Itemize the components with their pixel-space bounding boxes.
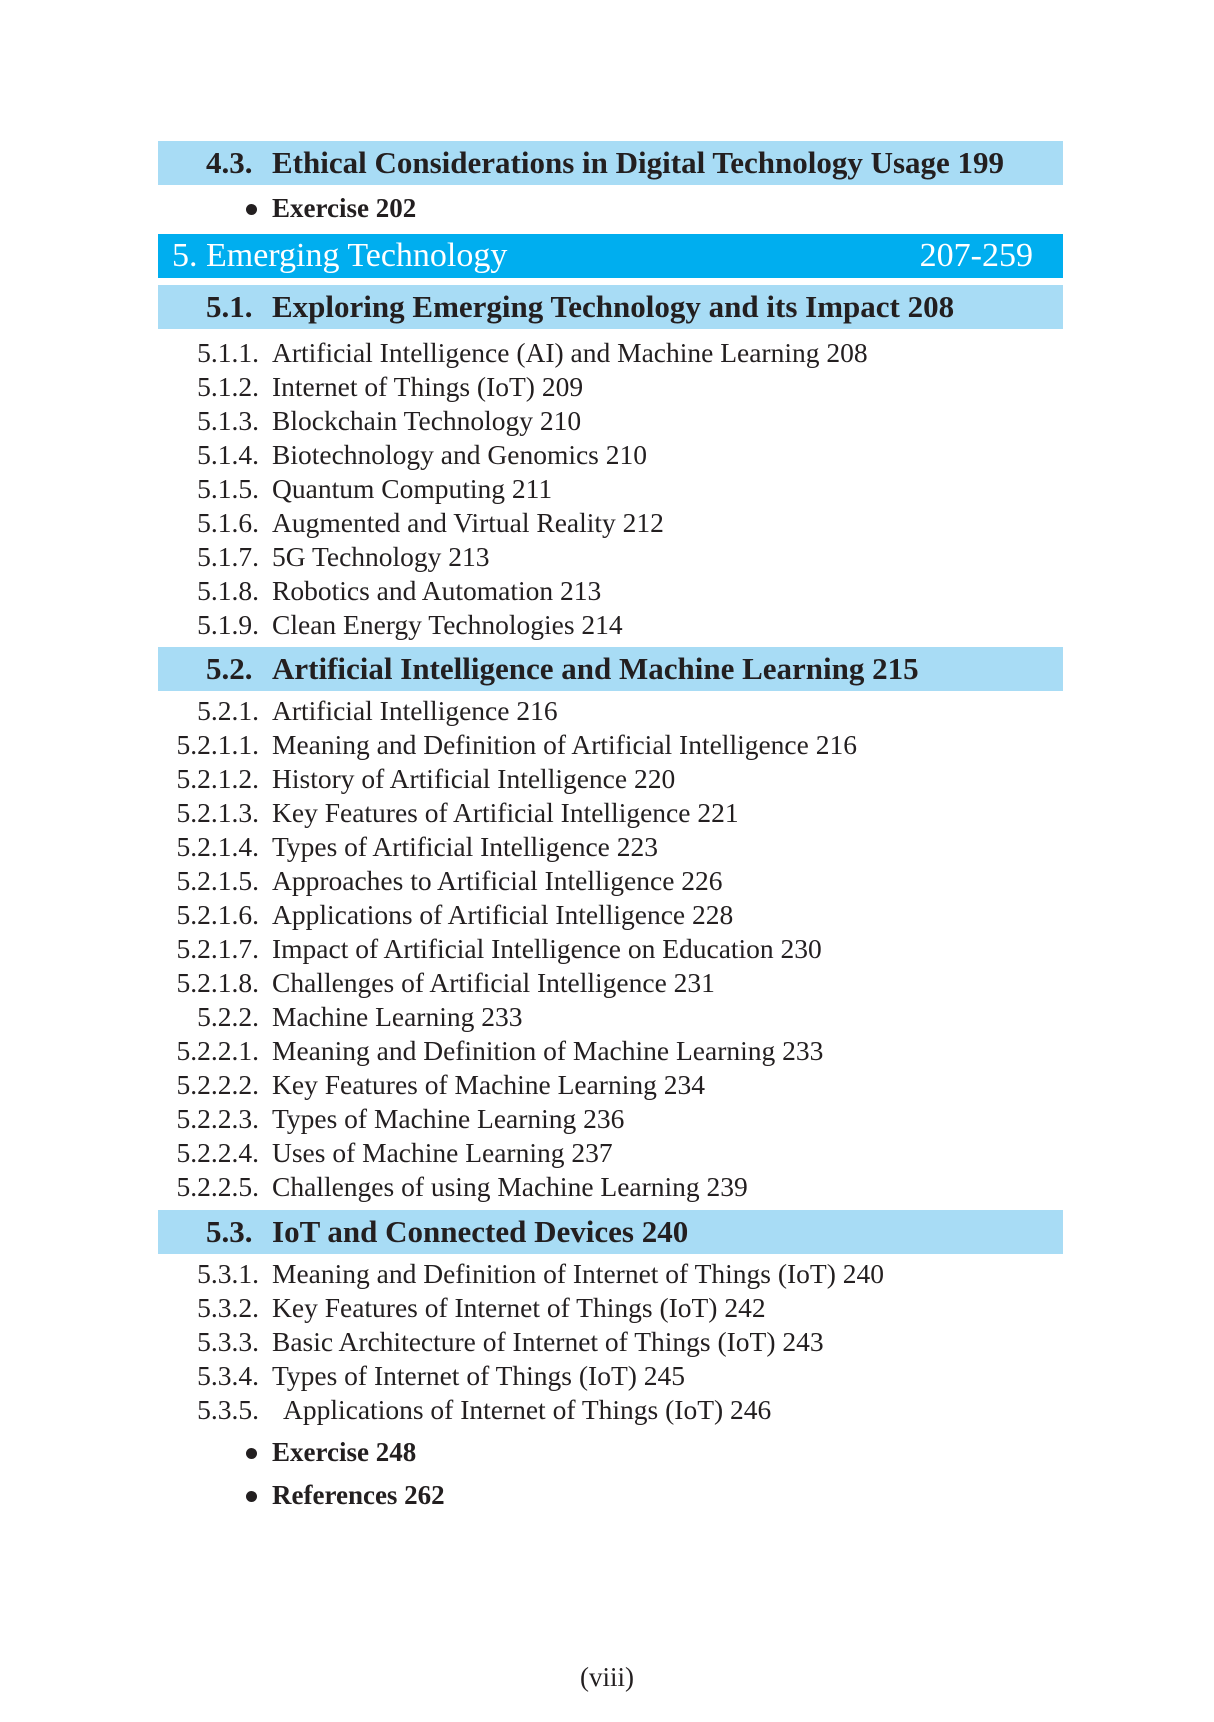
section-number: 4.3. (206, 145, 253, 180)
chapter-page-range: 207-259 (919, 237, 1033, 274)
entry-text: Meaning and Definition of Machine Learning 233 (272, 1035, 824, 1066)
entry-text: Impact of Artificial Intelligence on Education 230 (272, 933, 822, 964)
toc-bullet-references[interactable] (0, 1478, 1214, 1512)
toc-entry[interactable] (0, 506, 1214, 540)
entry-number: 5.1.2. (197, 371, 259, 402)
toc-entry[interactable] (0, 932, 1214, 966)
entry-number: 5.3.2. (197, 1292, 259, 1323)
toc-entry[interactable] (0, 864, 1214, 898)
entry-text: Artificial Intelligence 216 (272, 695, 558, 726)
toc-entry[interactable] (0, 540, 1214, 574)
page-number: (viii) (580, 1662, 634, 1692)
bullet-label: Exercise 202 (272, 193, 417, 223)
entry-text: Meaning and Definition of Internet of Things (IoT) 240 (272, 1258, 884, 1289)
toc-entry[interactable] (0, 1102, 1214, 1136)
section-title: Ethical Considerations in Digital Technology Usage 199 (272, 145, 1005, 180)
toc-bullet-exercise-2[interactable] (0, 1435, 1214, 1469)
section-heading-5-2[interactable] (158, 647, 1063, 691)
entry-number: 5.3.4. (197, 1360, 259, 1391)
entry-text: Clean Energy Technologies 214 (272, 609, 623, 640)
toc-entry[interactable] (0, 336, 1214, 370)
entry-number: 5.2.1.8. (176, 967, 259, 998)
toc-entry[interactable] (0, 762, 1214, 796)
entry-text: Types of Internet of Things (IoT) 245 (272, 1360, 686, 1391)
entry-number: 5.2.1. (197, 695, 259, 726)
toc-entry[interactable] (0, 1034, 1214, 1068)
bullet-label: References 262 (272, 1480, 445, 1510)
entry-number: 5.1.1. (197, 337, 259, 368)
entry-number: 5.2.2.4. (176, 1137, 259, 1168)
toc-entry[interactable] (0, 966, 1214, 1000)
bullet-icon (246, 1491, 257, 1502)
entry-number: 5.2.2.3. (176, 1103, 259, 1134)
toc-entry[interactable] (0, 728, 1214, 762)
toc-entry[interactable] (0, 370, 1214, 404)
entry-text: Key Features of Machine Learning 234 (272, 1069, 705, 1100)
entry-number: 5.1.3. (197, 405, 259, 436)
entry-text: Meaning and Definition of Artificial Intelligence 216 (272, 729, 857, 760)
entry-text: Types of Machine Learning 236 (272, 1103, 625, 1134)
entry-number: 5.2.2.1. (176, 1035, 259, 1066)
entry-number: 5.2.1.2. (176, 763, 259, 794)
entry-number: 5.1.6. (197, 507, 259, 538)
entry-number: 5.3.5. (197, 1394, 259, 1425)
entry-text: Quantum Computing 211 (272, 473, 553, 504)
section-heading-4-3[interactable] (158, 141, 1063, 185)
chapter-title: 5. Emerging Technology (172, 237, 508, 274)
entry-number: 5.2.1.4. (176, 831, 259, 862)
entry-text: Challenges of using Machine Learning 239 (272, 1171, 748, 1202)
section-number: 5.2. (206, 651, 253, 686)
entry-number: 5.1.9. (197, 609, 259, 640)
toc-entry[interactable] (0, 796, 1214, 830)
entry-text: Challenges of Artificial Intelligence 231 (272, 967, 715, 998)
toc-entry[interactable] (0, 1393, 1214, 1427)
toc-entry[interactable] (0, 1170, 1214, 1204)
entry-text: Key Features of Artificial Intelligence 221 (272, 797, 739, 828)
toc-entry[interactable] (0, 1291, 1214, 1325)
bullet-icon (246, 1448, 257, 1459)
entry-number: 5.2.2. (197, 1001, 259, 1032)
entry-text: Key Features of Internet of Things (IoT) 242 (272, 1292, 766, 1323)
bullet-icon (246, 204, 257, 215)
entry-number: 5.2.1.3. (176, 797, 259, 828)
entry-number: 5.1.5. (197, 473, 259, 504)
toc-entry[interactable] (0, 1359, 1214, 1393)
toc-entry[interactable] (0, 404, 1214, 438)
entry-number: 5.3.3. (197, 1326, 259, 1357)
toc-entry[interactable] (0, 830, 1214, 864)
entry-number: 5.2.1.6. (176, 899, 259, 930)
toc-entry[interactable] (0, 1257, 1214, 1291)
entry-text: Basic Architecture of Internet of Things (IoT) 243 (272, 1326, 824, 1357)
entry-number: 5.3.1. (197, 1258, 259, 1289)
entry-number: 5.1.4. (197, 439, 259, 470)
section-title: IoT and Connected Devices 240 (272, 1214, 689, 1249)
entry-text: Approaches to Artificial Intelligence 226 (272, 865, 723, 896)
entry-number: 5.2.1.7. (176, 933, 259, 964)
entry-text: Artificial Intelligence (AI) and Machine Learning 208 (272, 337, 868, 368)
bullet-label: Exercise 248 (272, 1437, 417, 1467)
entry-number: 5.2.2.2. (176, 1069, 259, 1100)
entry-number: 5.2.1.1. (176, 729, 259, 760)
chapter-heading-5[interactable] (158, 234, 1063, 278)
entry-text: Applications of Internet of Things (IoT) 246 (283, 1394, 772, 1425)
section-title: Exploring Emerging Technology and its Impact 208 (272, 289, 955, 324)
toc-entry[interactable] (0, 1000, 1214, 1034)
toc-entry[interactable] (0, 574, 1214, 608)
toc-entry[interactable] (0, 608, 1214, 642)
entry-text: Blockchain Technology 210 (272, 405, 582, 436)
section-number: 5.1. (206, 289, 253, 324)
toc-entry[interactable] (0, 1136, 1214, 1170)
section-heading-5-3[interactable] (158, 1210, 1063, 1254)
entry-text: Biotechnology and Genomics 210 (272, 439, 648, 470)
entry-number: 5.1.7. (197, 541, 259, 572)
entry-text: 5G Technology 213 (272, 541, 490, 572)
toc-entry[interactable] (0, 898, 1214, 932)
toc-entry[interactable] (0, 694, 1214, 728)
entry-text: Types of Artificial Intelligence 223 (272, 831, 659, 862)
entry-text: Uses of Machine Learning 237 (272, 1137, 613, 1168)
entry-number: 5.1.8. (197, 575, 259, 606)
section-heading-5-1[interactable] (158, 285, 1063, 329)
entry-text: Robotics and Automation 213 (272, 575, 602, 606)
section-title: Artificial Intelligence and Machine Learning 215 (272, 651, 919, 686)
entry-text: Internet of Things (IoT) 209 (272, 371, 584, 402)
toc-entry[interactable] (0, 1325, 1214, 1359)
toc-bullet-exercise-1[interactable] (0, 191, 1214, 225)
entry-number: 5.2.2.5. (176, 1171, 259, 1202)
section-number: 5.3. (206, 1214, 253, 1249)
toc-entry[interactable] (0, 438, 1214, 472)
entry-number: 5.2.1.5. (176, 865, 259, 896)
entry-text: Applications of Artificial Intelligence 228 (272, 899, 734, 930)
toc-entry[interactable] (0, 1068, 1214, 1102)
entry-text: Machine Learning 233 (272, 1001, 523, 1032)
entry-text: Augmented and Virtual Reality 212 (272, 507, 664, 538)
entry-text: History of Artificial Intelligence 220 (272, 763, 676, 794)
toc-entry[interactable] (0, 472, 1214, 506)
